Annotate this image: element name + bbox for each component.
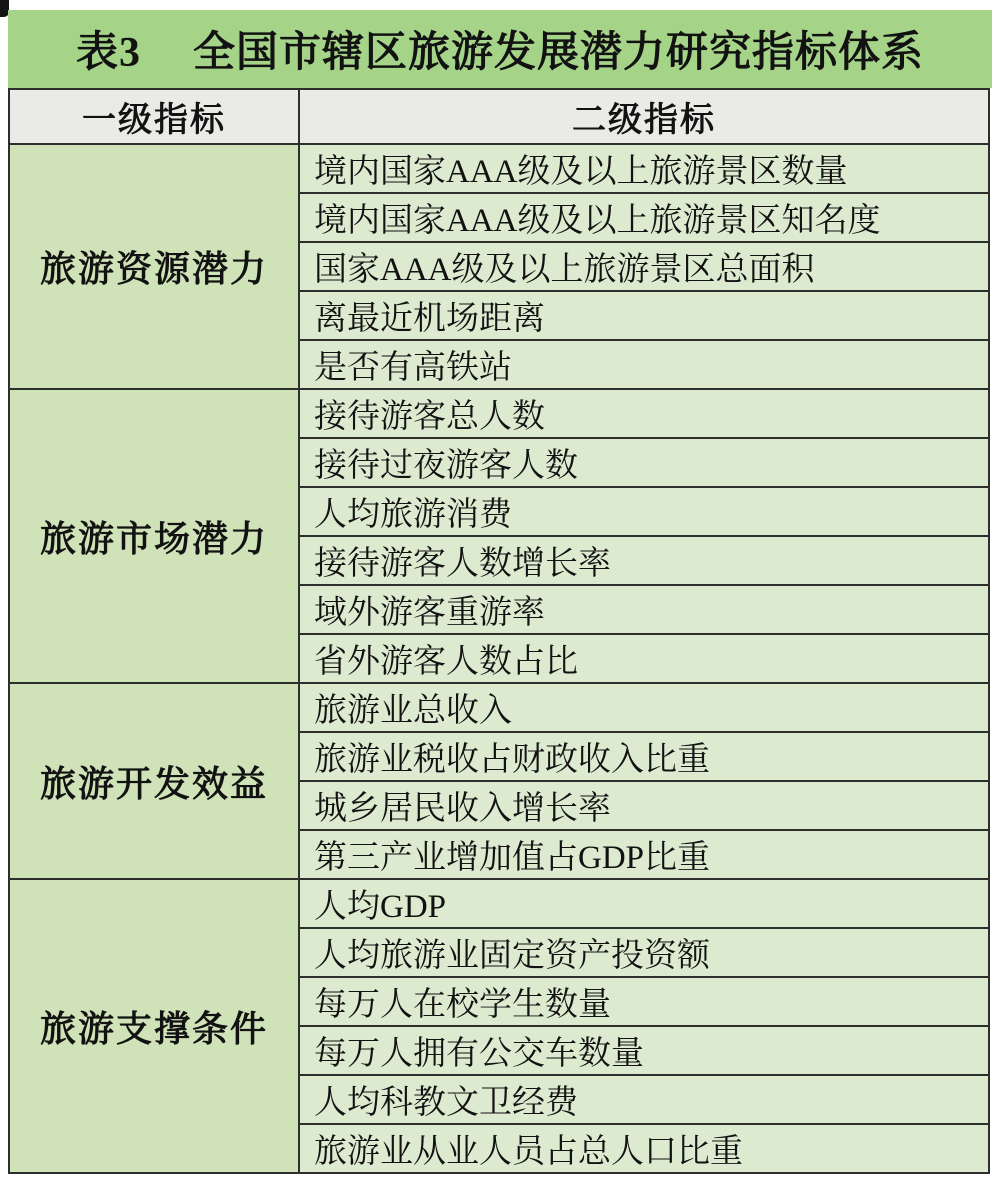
table-row	[9, 389, 989, 438]
secondary-indicator-cell: 接待游客人数增长率	[299, 536, 989, 585]
secondary-indicator-cell: 人均旅游消费	[299, 487, 989, 536]
secondary-indicator-cell: 接待游客总人数	[299, 389, 989, 438]
primary-indicator-cell: 旅游市场潜力	[9, 389, 299, 683]
secondary-indicator-cell: 第三产业增加值占GDP比重	[299, 830, 989, 879]
secondary-indicator-cell: 是否有高铁站	[299, 340, 989, 389]
secondary-indicator-cell: 省外游客人数占比	[299, 634, 989, 683]
secondary-indicator-cell: 旅游业从业人员占总人口比重	[299, 1124, 989, 1173]
primary-indicator-cell: 旅游资源潜力	[9, 144, 299, 389]
primary-indicator-cell: 旅游支撑条件	[9, 879, 299, 1173]
header-row	[9, 89, 989, 144]
secondary-indicator-cell: 国家AAA级及以上旅游景区总面积	[299, 242, 989, 291]
secondary-indicator-cell: 城乡居民收入增长率	[299, 781, 989, 830]
header-primary-indicator: 一级指标	[9, 89, 299, 144]
secondary-indicator-cell: 每万人拥有公交车数量	[299, 1026, 989, 1075]
secondary-indicator-cell: 域外游客重游率	[299, 585, 989, 634]
secondary-indicator-cell: 接待过夜游客人数	[299, 438, 989, 487]
secondary-indicator-cell: 人均旅游业固定资产投资额	[299, 928, 989, 977]
header-secondary-indicator: 二级指标	[299, 89, 989, 144]
table-row	[9, 879, 989, 928]
secondary-indicator-cell: 境内国家AAA级及以上旅游景区数量	[299, 144, 989, 193]
primary-indicator-cell: 旅游开发效益	[9, 683, 299, 879]
secondary-indicator-cell: 人均GDP	[299, 879, 989, 928]
table-row	[9, 144, 989, 193]
table-title-bar	[8, 10, 992, 88]
secondary-indicator-cell: 旅游业总收入	[299, 683, 989, 732]
secondary-indicator-cell: 每万人在校学生数量	[299, 977, 989, 1026]
indicator-table	[8, 88, 990, 1174]
table-row	[9, 683, 989, 732]
secondary-indicator-cell: 境内国家AAA级及以上旅游景区知名度	[299, 193, 989, 242]
secondary-indicator-cell: 离最近机场距离	[299, 291, 989, 340]
table-number: 表3	[75, 30, 141, 76]
secondary-indicator-cell: 人均科教文卫经费	[299, 1075, 989, 1124]
secondary-indicator-cell: 旅游业税收占财政收入比重	[299, 732, 989, 781]
table-title-text: 全国市辖区旅游发展潜力研究指标体系	[193, 30, 925, 76]
